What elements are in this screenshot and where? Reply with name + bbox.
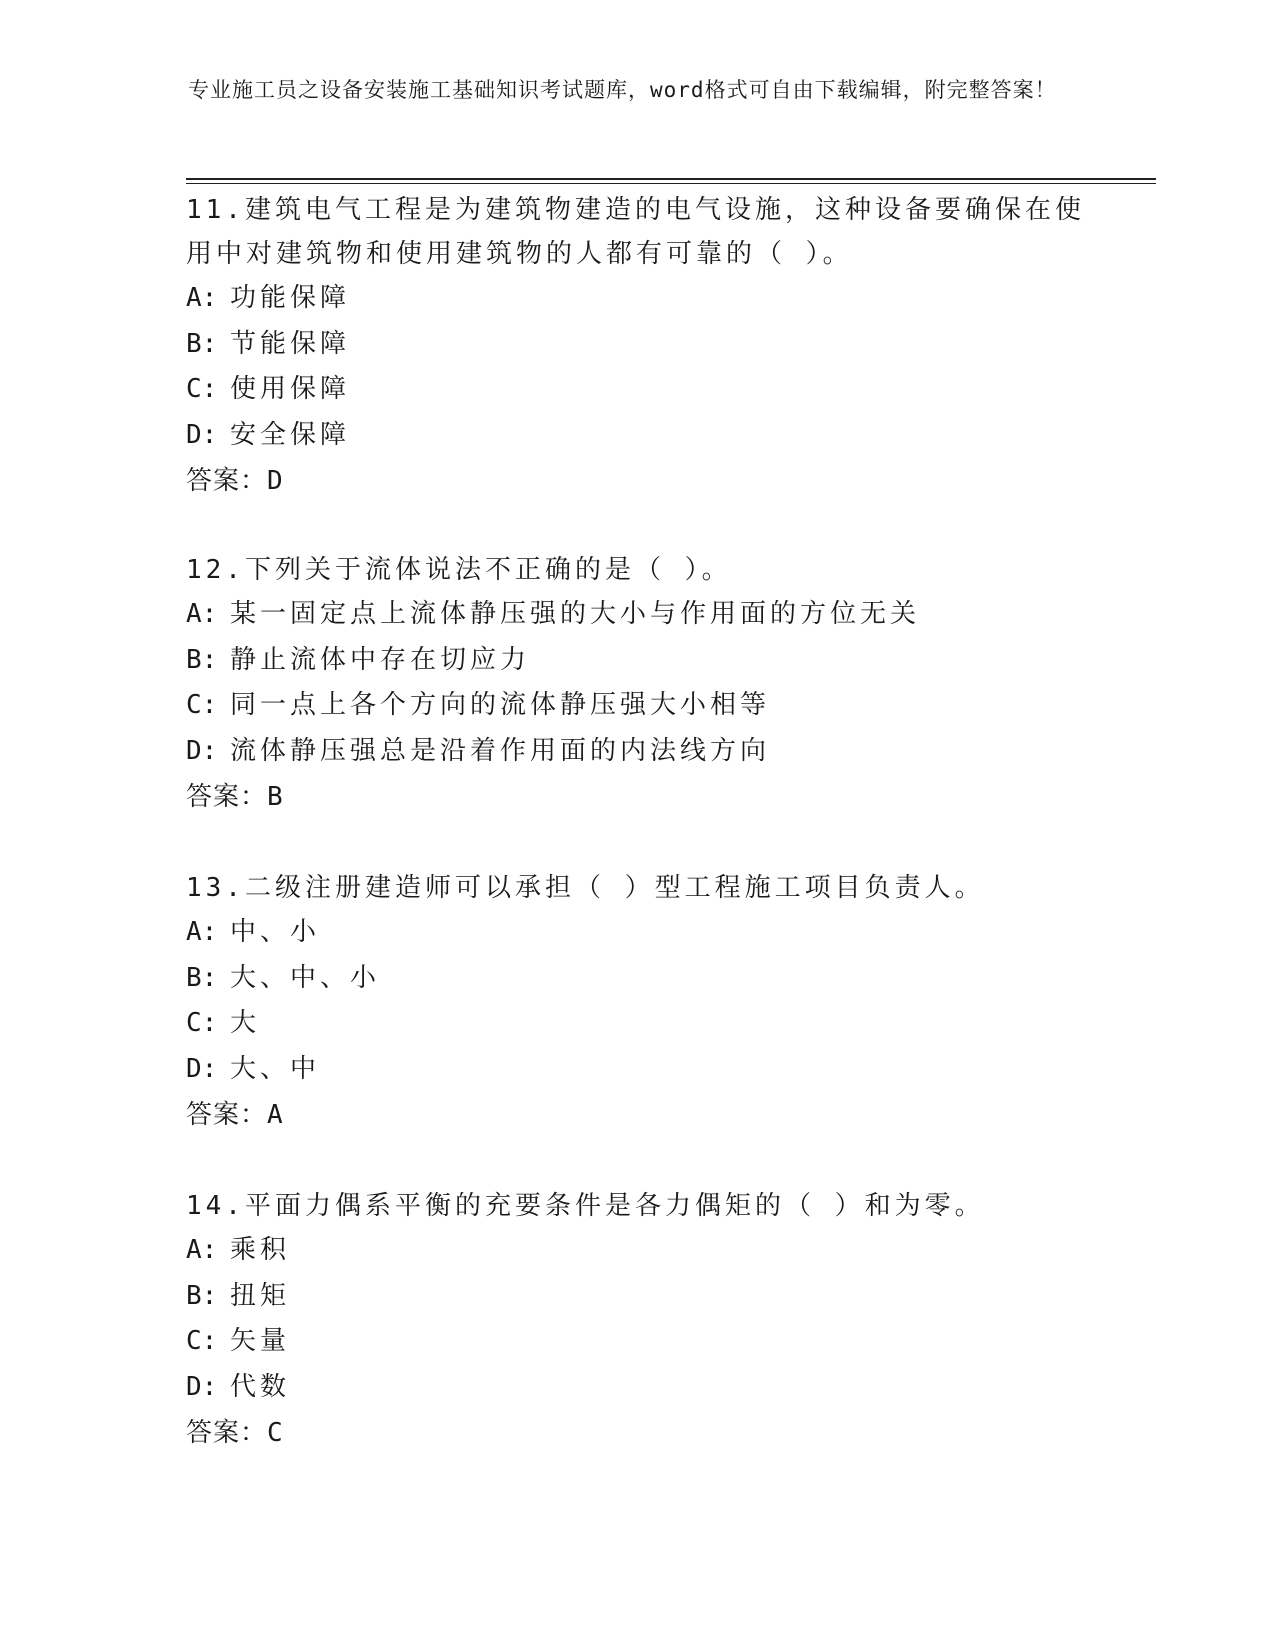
option-label: D: [186,735,218,766]
option-c [186,1319,1106,1365]
option-c [186,367,1106,413]
option-text: 代数 [230,1371,291,1402]
option-label: A: [186,1235,218,1265]
option-text: 大、中 [230,1053,321,1084]
question-13 [186,866,1106,1138]
option-label: C: [186,374,218,404]
answer: 答案：B [186,782,284,812]
option-text: 同一点上各个方向的流体静压强大小相等 [230,690,771,720]
option-label: B: [186,644,218,675]
option-d [186,1365,1106,1411]
option-text: 大、中、小 [230,962,381,993]
option-label: D: [186,1053,218,1084]
option-d [186,729,1106,775]
option-label: A: [186,283,218,313]
question-stem: 14.平面力偶系平衡的充要条件是各力偶矩的（ ）和为零。 [186,1191,985,1221]
option-a [186,276,1106,322]
option-text: 矢量 [230,1326,291,1356]
option-text: 静止流体中存在切应力 [230,644,531,675]
option-text: 扭矩 [230,1280,291,1311]
option-d [186,1047,1106,1093]
document-header: 专业施工员之设备安装施工基础知识考试题库，word格式可自由下载编辑，附完整答案！ [188,78,1057,102]
option-label: B: [186,1280,218,1311]
option-a [186,592,1106,638]
header-divider-thin [186,183,1156,184]
option-text: 使用保障 [230,374,351,404]
option-d [186,413,1106,459]
question-12 [186,548,1106,820]
option-label: D: [186,1371,218,1402]
option-label: A: [186,599,218,629]
question-stem: 11.建筑电气工程是为建筑物建造的电气设施，这种设备要确保在使用中对建筑物和使用建筑物的人都有可靠的（ ）。 [186,195,1085,269]
option-label: C: [186,1326,218,1356]
option-label: C: [186,1008,218,1038]
option-a [186,1228,1106,1274]
answer: 答案：C [186,1418,284,1448]
option-b [186,638,1106,684]
question-14 [186,1184,1106,1456]
option-b [186,1274,1106,1320]
option-text: 流体静压强总是沿着作用面的内法线方向 [230,735,771,766]
option-label: B: [186,328,218,359]
option-a [186,910,1106,956]
option-c [186,1001,1106,1047]
option-text: 节能保障 [230,328,351,359]
option-label: A: [186,917,218,947]
header-divider-thick [186,178,1156,180]
option-label: D: [186,419,218,450]
question-stem: 13.二级注册建造师可以承担（ ）型工程施工项目负责人。 [186,873,985,903]
question-stem: 12.下列关于流体说法不正确的是（ ）。 [186,555,732,585]
answer: 答案：D [186,466,284,496]
option-b [186,956,1106,1002]
option-label: C: [186,690,218,720]
option-b [186,322,1106,368]
option-text: 功能保障 [230,283,351,313]
option-text: 大 [230,1008,261,1038]
answer: 答案：A [186,1100,284,1130]
option-c [186,683,1106,729]
option-text: 中、小 [230,917,321,947]
question-11 [186,188,1106,504]
option-text: 安全保障 [230,419,351,450]
option-text: 某一固定点上流体静压强的大小与作用面的方位无关 [230,599,921,629]
option-label: B: [186,962,218,993]
option-text: 乘积 [230,1235,291,1265]
